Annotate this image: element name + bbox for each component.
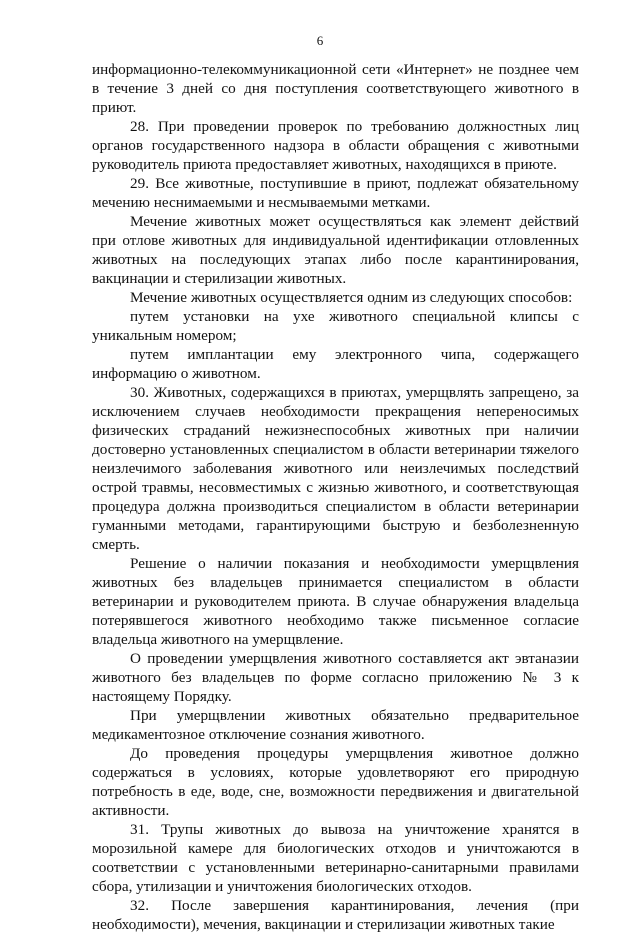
paragraph: Решение о наличии показания и необходимости умерщвления животных без владельцев принимается специалистом в области ветеринарии и руководителем приюта. В случае обнаружения владельца потерявшегося животного необходимо также письменное согласие владельца животного на умерщвление. xyxy=(92,555,579,648)
paragraph: При умерщвлении животных обязательно предварительное медикаментозное отключение сознания животного. xyxy=(92,707,579,743)
paragraph: Мечение животных может осуществляться как элемент действий при отлове животных для индивидуальной идентификации отловленных животных на последующих этапах либо после карантинирования, вакцинации и стерилизации животных. xyxy=(92,213,579,287)
paragraph: путем имплантации ему электронного чипа, содержащего информацию о животном. xyxy=(92,346,579,382)
paragraph: информационно-телекоммуникационной сети «Интернет» не позднее чем в течение 3 дней со дня поступления соответствующего животного в приют. xyxy=(92,61,579,116)
paragraph: 32. После завершения карантинирования, лечения (при необходимости), мечения, вакцинации и стерилизации животных такие xyxy=(92,897,579,933)
paragraph: 30. Животных, содержащихся в приютах, умерщвлять запрещено, за исключением случаев необходимости прекращения непереносимых физических страданий нежизнеспособных животных при наличии достоверно установленных специалистом в области ветеринарии тяжелого неизлечимого заболевания животного или неизлечимых последствий острой травмы, несовместимых с жизнью животного, и соответствующая процедура должна производиться специалистом в области ветеринарии гуманными методами, гарантирующими быструю и безболезненную смерть. xyxy=(92,384,579,553)
paragraph: 31. Трупы животных до вывоза на уничтожение хранятся в морозильной камере для биологических отходов и уничтожаются в соответствии с установленными ветеринарно-санитарными правилами сбора, утилизации и уничтожения биологических отходов. xyxy=(92,821,579,895)
document-body xyxy=(92,60,579,934)
page-number: 6 xyxy=(316,33,324,48)
paragraph: Мечение животных осуществляется одним из следующих способов: xyxy=(130,289,573,306)
paragraph: путем установки на ухе животного специальной клипсы с уникальным номером; xyxy=(92,308,579,344)
paragraph: До проведения процедуры умерщвления животное должно содержаться в условиях, которые удовлетворяют его природную потребность в еде, воде, сне, возможности передвижения и двигательной активности. xyxy=(92,745,579,819)
paragraph: 29. Все животные, поступившие в приют, подлежат обязательному мечению неснимаемыми и несмываемыми метками. xyxy=(92,175,579,211)
paragraph: 28. При проведении проверок по требованию должностных лиц органов государственного надзора в области обращения с животными руководитель приюта предоставляет животных, находящихся в приюте. xyxy=(92,118,579,173)
paragraph: О проведении умерщвления животного составляется акт эвтаназии животного без владельцев по форме согласно приложению № 3 к настоящему Порядку. xyxy=(92,650,579,705)
